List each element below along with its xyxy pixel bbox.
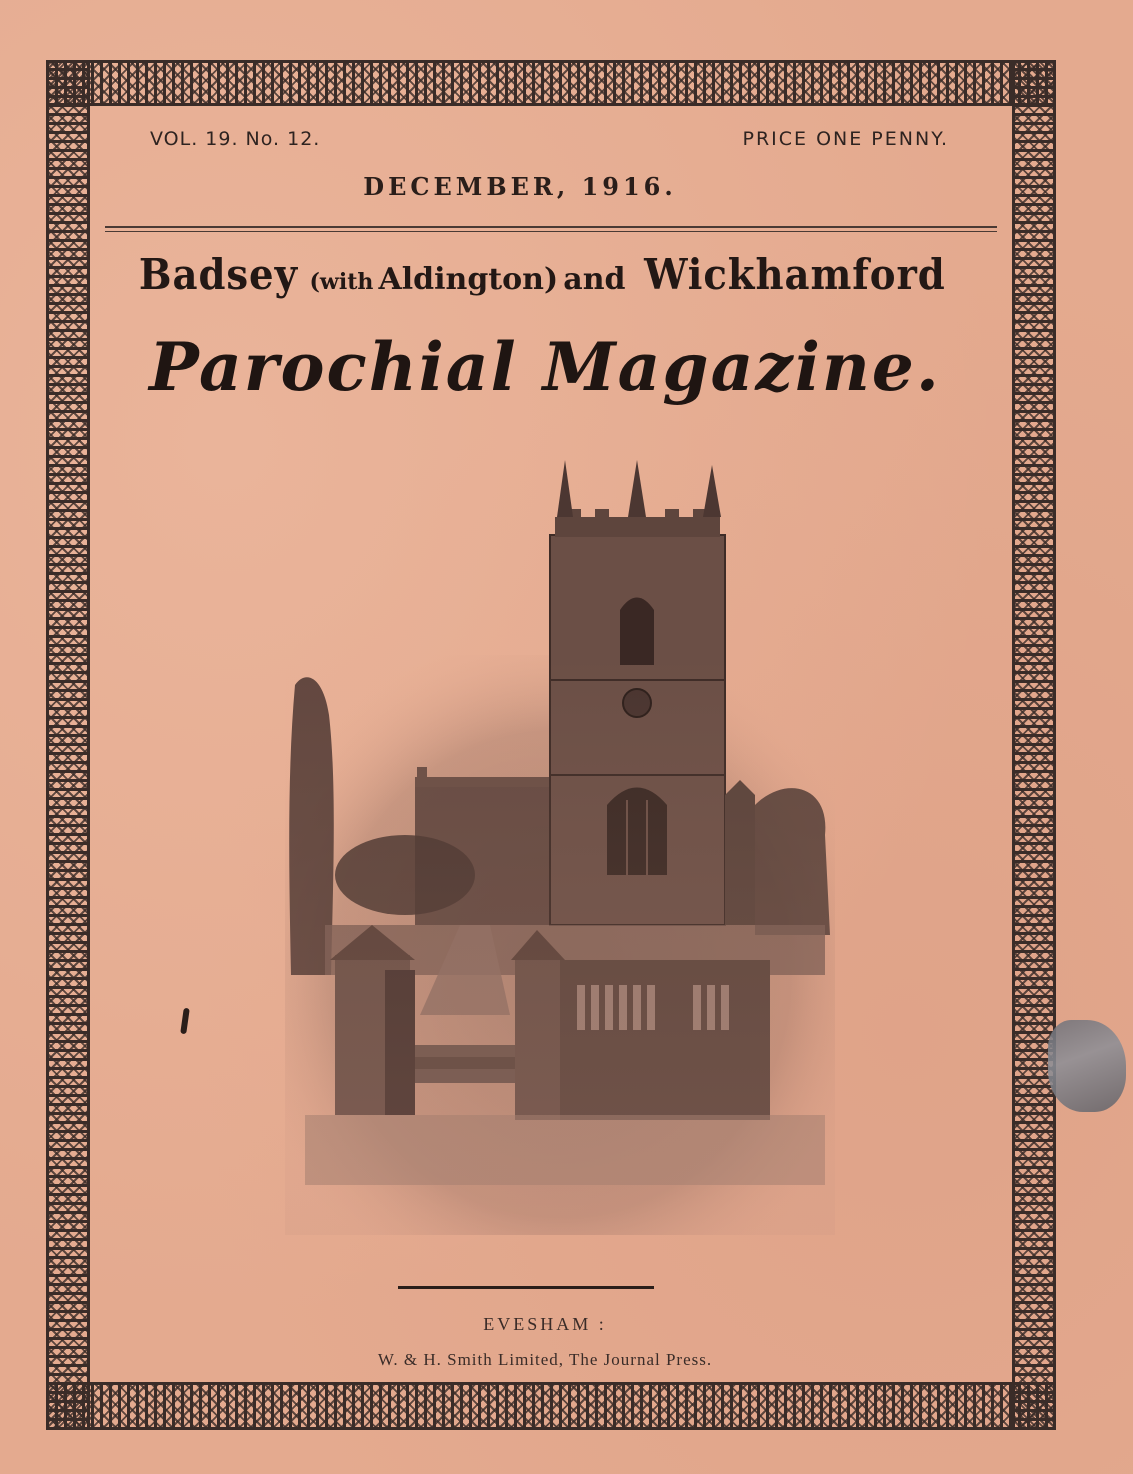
title-aldington: Aldington) (378, 262, 559, 297)
title-and: and (563, 262, 626, 297)
header-rule (105, 226, 997, 232)
volume-number: VOL. 19. No. 12. (150, 128, 321, 150)
title-badsey: Badsey (138, 250, 298, 299)
ornamental-border-top (46, 60, 1056, 106)
footer-rule (398, 1286, 654, 1289)
issue-date: DECEMBER, 1916. (363, 172, 677, 201)
magazine-title-line1 (0, 250, 1090, 299)
church-illustration (285, 455, 835, 1235)
imprint-place: EVESHAM : (483, 1314, 607, 1334)
paper-damage-patch (1048, 1020, 1126, 1112)
church-photograph (285, 455, 835, 1235)
ornamental-border-bottom (46, 1382, 1056, 1430)
magazine-title-line2: Parochial Magazine. (149, 328, 941, 406)
title-with: (with (309, 269, 374, 295)
title-wickhamford: Wickhamford (643, 250, 946, 299)
imprint-printer: W. & H. Smith Limited, The Journal Press. (377, 1350, 713, 1369)
price: PRICE ONE PENNY. (742, 128, 949, 150)
